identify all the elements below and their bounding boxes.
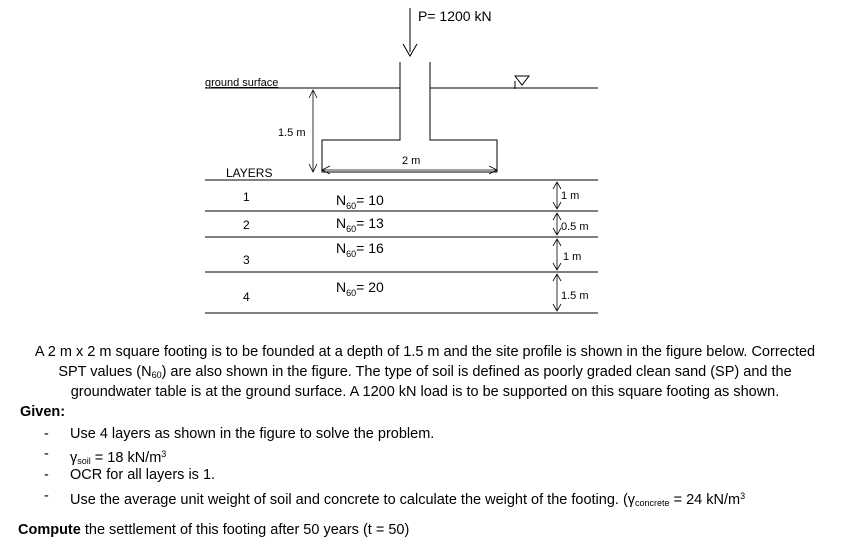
layers-heading: LAYERS xyxy=(226,166,273,180)
thickness-dimension xyxy=(553,182,561,209)
thickness-dimension xyxy=(553,239,561,270)
width-dimension xyxy=(322,166,497,174)
n60-value: $N_{60}= 10$ xyxy=(336,192,384,211)
layer-number: 1 xyxy=(243,190,250,204)
bullet-dash: - xyxy=(44,488,49,504)
depth-dimension xyxy=(309,90,317,172)
thickness-label: 0.5 m xyxy=(561,221,589,233)
n60-value: $N_{60}= 20$ xyxy=(336,279,384,298)
thickness-label: 1 m xyxy=(563,251,582,263)
thickness-label: 1 m xyxy=(561,190,580,202)
layer-number: 3 xyxy=(243,253,250,267)
width-label: 2 m xyxy=(402,155,421,167)
compute-statement: Compute the settlement of this footing after 50 years (t = 50) xyxy=(18,522,410,538)
n60-value: $N_{60}= 16$ xyxy=(336,240,384,259)
given-item-ocr: OCR for all layers is 1. xyxy=(70,467,216,483)
problem-line-1: A 2 m x 2 m square footing is to be founded at a depth of 1.5 m and the site profile is shown in the figure below. Corrected xyxy=(34,344,816,360)
given-item-layers: Use 4 layers as shown in the figure to solve the problem. xyxy=(70,426,435,442)
load-arrow xyxy=(403,8,417,56)
bullet-dash: - xyxy=(44,467,49,483)
load-label: P= 1200 kN xyxy=(418,8,492,24)
layer-number: 4 xyxy=(243,290,250,304)
thickness-dimension xyxy=(553,274,561,311)
thickness-label: 1.5 m xyxy=(561,290,589,302)
n60-value: $N_{60}= 13$ xyxy=(336,215,384,234)
water-table-icon xyxy=(515,76,529,89)
depth-label: 1.5 m xyxy=(278,127,306,139)
problem-line-2: SPT values $(N_{60})$ are also shown in the figure. The type of soil is defined as poorly graded clean sand (SP) and the xyxy=(58,364,792,380)
thickness-dimension xyxy=(553,213,561,235)
given-item-soil-unit-weight: $\gamma_{soil} = 18$ $kN/m^3$ xyxy=(70,449,167,466)
given-heading: Given: xyxy=(20,404,66,420)
bullet-dash: - xyxy=(44,446,49,462)
layer-number: 2 xyxy=(243,218,250,232)
bullet-dash: - xyxy=(44,426,49,442)
given-item-footing-weight: Use the average unit weight of soil and concrete to calculate the weight of the footing. ($\gamma_{concrete} = 24$ $kN/m^3$ xyxy=(70,491,746,508)
ground-label: ground surface xyxy=(205,77,279,89)
problem-line-3: groundwater table is at the ground surface. A 1200 kN load is to be supported on this square footing as shown. xyxy=(70,384,780,400)
